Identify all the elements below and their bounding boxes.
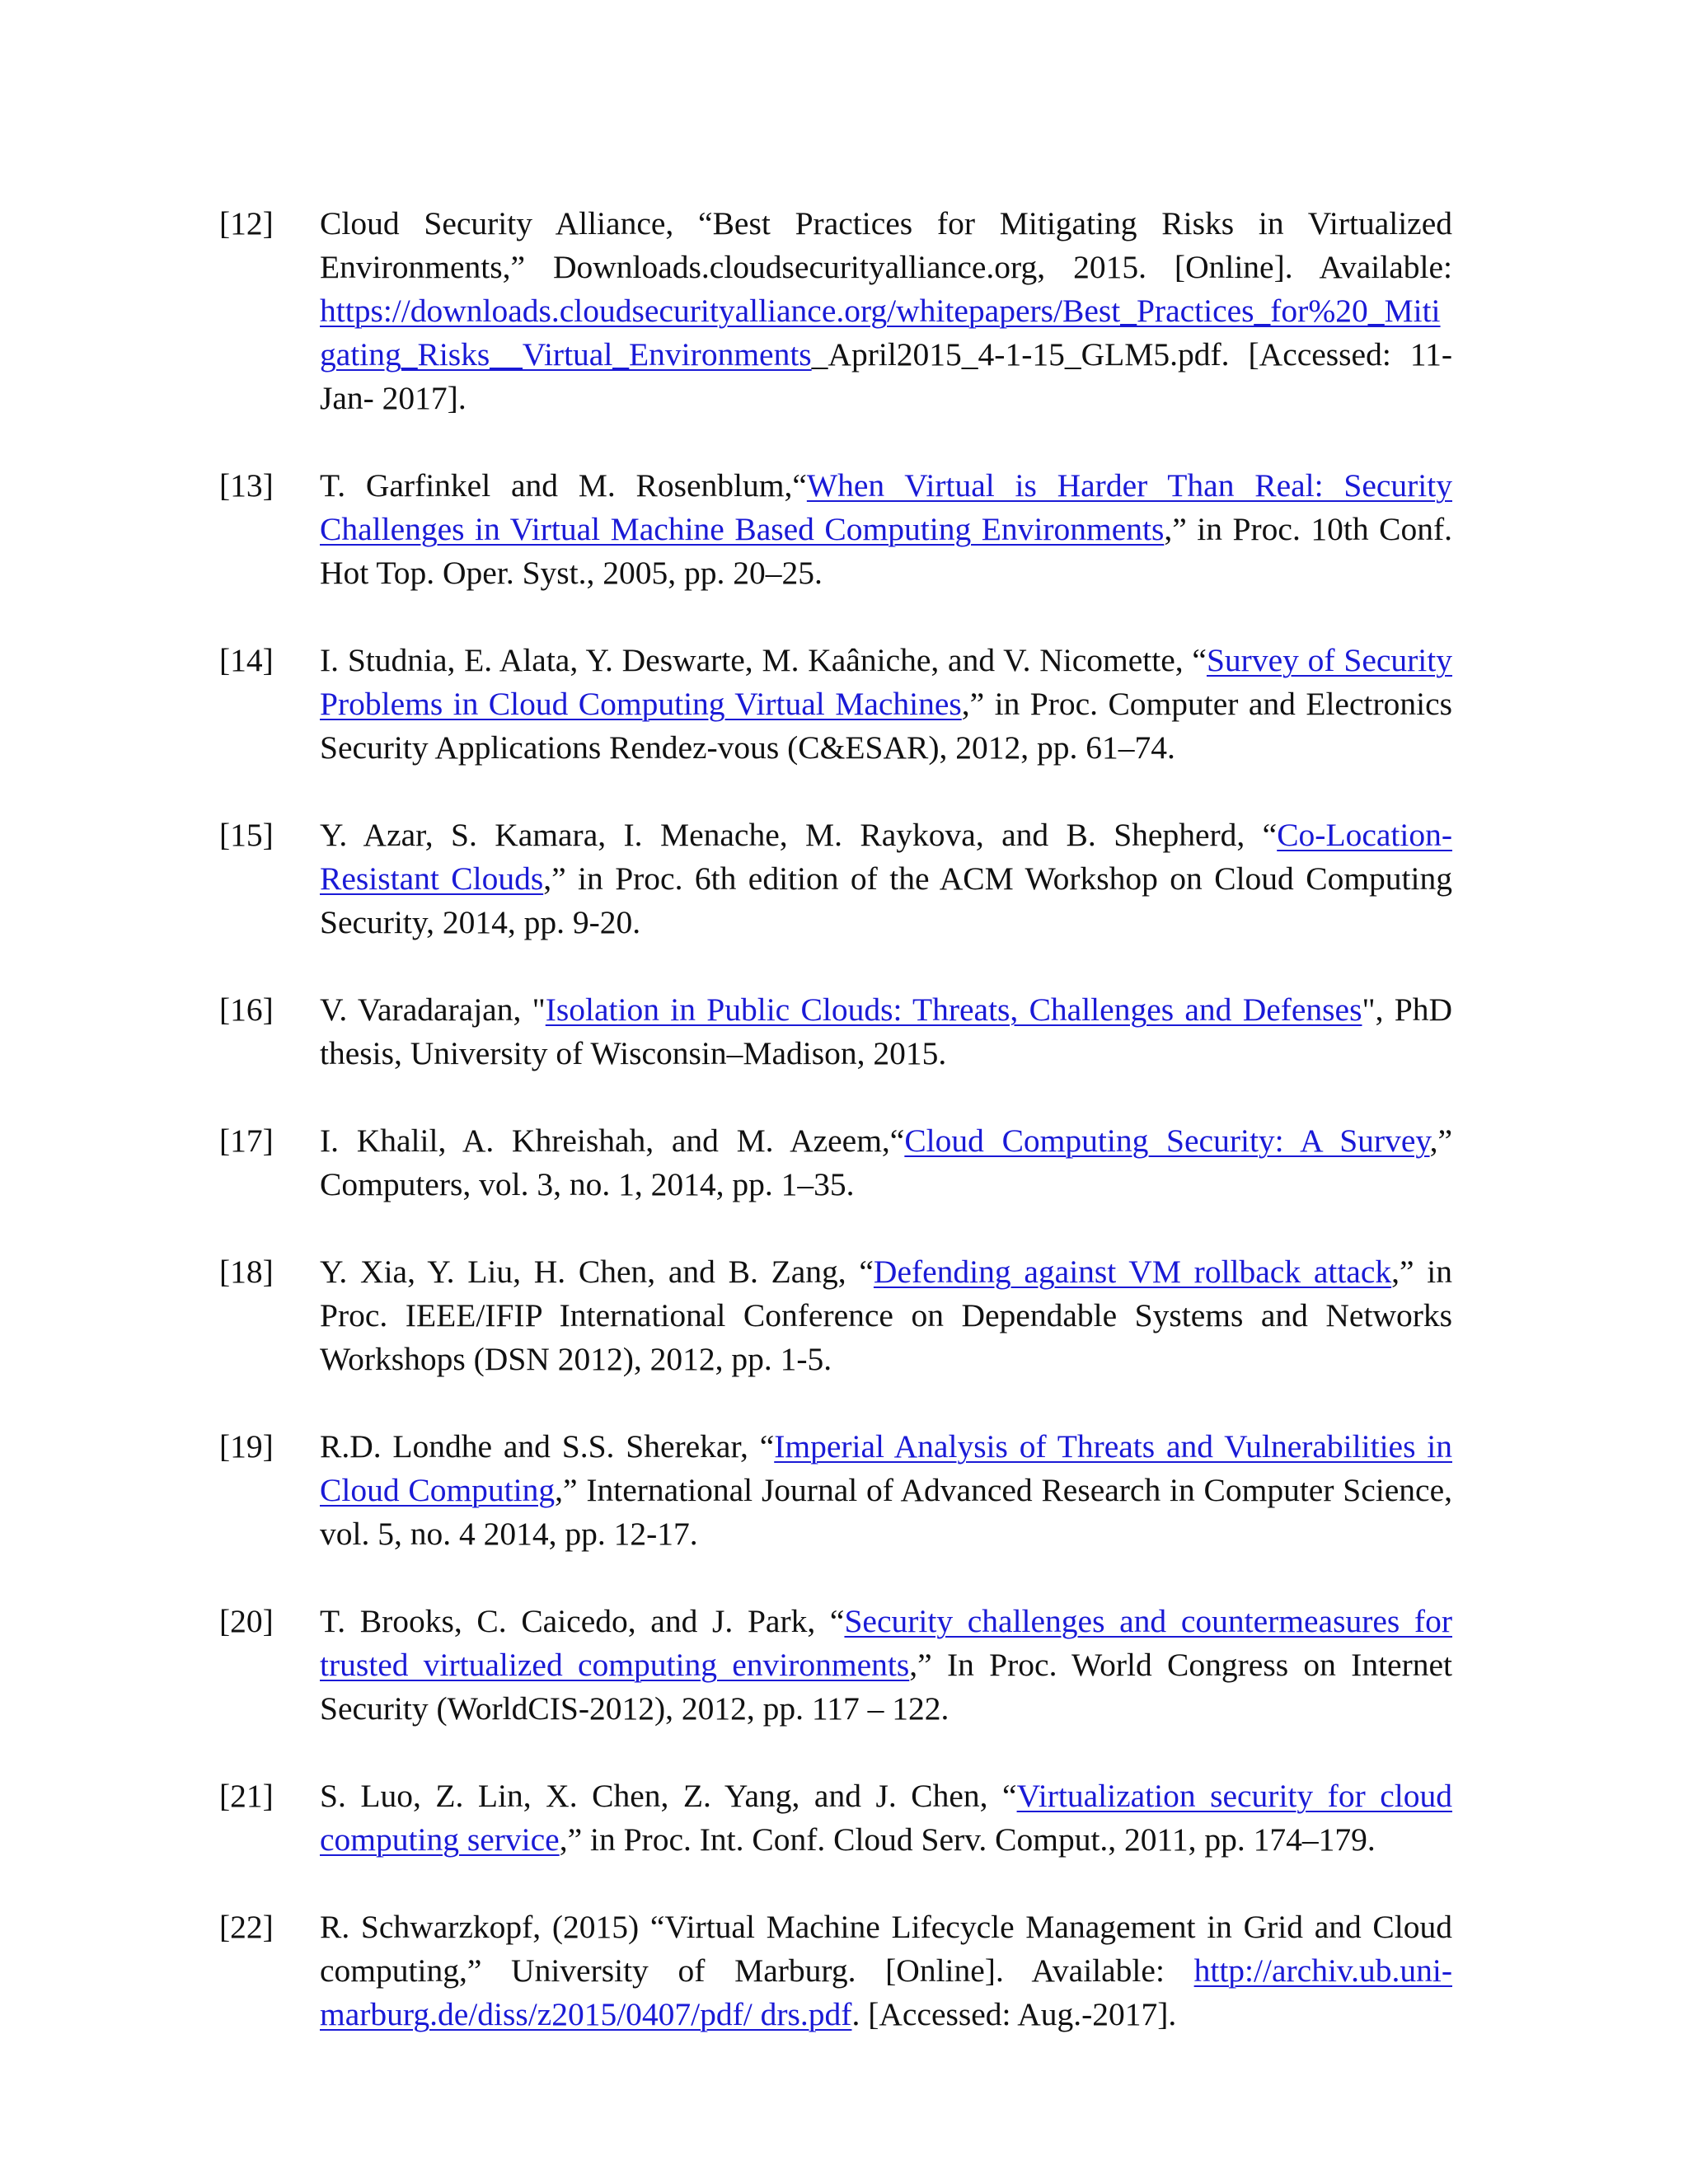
reference-item: [219, 1774, 1452, 1862]
reference-item: [219, 1425, 1452, 1556]
reference-item: [219, 464, 1452, 595]
reference-text: [320, 1250, 1452, 1381]
reference-text-before: V. Varadarajan, ": [320, 991, 546, 1028]
reference-text: [320, 1425, 1452, 1556]
reference-text-before: Y. Xia, Y. Liu, H. Chen, and B. Zang, “: [320, 1254, 874, 1290]
reference-number: [22]: [219, 1909, 274, 1945]
reference-text-after: ,” in Proc. 6th edition of the ACM Workshop on Cloud Computing Security, 2014, pp. 9-20.: [320, 860, 1452, 940]
reference-text-before: I. Khalil, A. Khreishah, and M. Azeem,“: [320, 1122, 905, 1159]
reference-text-after: ,” in Proc. IEEE/IFIP International Conference on Dependable Systems and Networks Workshops (DSN 2012), 2012, pp. 1-5.: [320, 1254, 1452, 1377]
reference-number: [21]: [219, 1778, 274, 1814]
reference-number: [14]: [219, 642, 274, 678]
reference-link[interactable]: Virtualization security for cloud computing service: [320, 1778, 1452, 1858]
reference-text: [320, 1119, 1452, 1207]
reference-link[interactable]: Isolation in Public Clouds: Threats, Challenges and Defenses: [545, 991, 1362, 1028]
reference-number: [20]: [219, 1603, 274, 1639]
reference-text-before: Cloud Security Alliance, “Best Practices for Mitigating Risks in Virtualized Environments,” Downloads.cloudsecurityalliance.org, 2015. [Online]. Available:: [320, 205, 1452, 285]
reference-text-after: ,” Computers, vol. 3, no. 1, 2014, pp. 1–35.: [320, 1122, 1452, 1202]
reference-text: [320, 988, 1452, 1076]
reference-item: [219, 639, 1452, 770]
reference-link[interactable]: Defending against VM rollback attack: [873, 1254, 1392, 1290]
reference-link[interactable]: Cloud Computing Security: A Survey: [904, 1122, 1430, 1159]
reference-text: [320, 1774, 1452, 1862]
reference-link[interactable]: http://archiv.ub.uni-marburg.de/diss/z2015/0407/pdf/ drs.pdf: [320, 1952, 1452, 2032]
reference-text-before: R.D. Londhe and S.S. Sherekar, “: [320, 1428, 775, 1465]
reference-text-before: T. Garfinkel and M. Rosenblum,“: [320, 467, 807, 504]
reference-item: [219, 988, 1452, 1076]
reference-link[interactable]: Co-Location-Resistant Clouds: [320, 817, 1452, 897]
reference-number: [18]: [219, 1254, 274, 1290]
reference-number: [12]: [219, 205, 274, 241]
reference-number: [16]: [219, 991, 274, 1028]
reference-link[interactable]: Imperial Analysis of Threats and Vulnerabilities in Cloud Computing: [320, 1428, 1452, 1508]
reference-number: [17]: [219, 1122, 274, 1159]
reference-item: [219, 1600, 1452, 1731]
reference-text: [320, 813, 1452, 944]
reference-number: [15]: [219, 817, 274, 853]
reference-text: [320, 1600, 1452, 1731]
reference-text-before: I. Studnia, E. Alata, Y. Deswarte, M. Kaâniche, and V. Nicomette, “: [320, 642, 1207, 678]
reference-list: [219, 202, 1452, 2080]
reference-text-after: ,” in Proc. 10th Conf. Hot Top. Oper. Syst., 2005, pp. 20–25.: [320, 511, 1453, 591]
reference-text-after: ", PhD thesis, University of Wisconsin–Madison, 2015.: [320, 991, 1452, 1071]
reference-link[interactable]: Security challenges and countermeasures for trusted virtualized computing environments: [320, 1603, 1452, 1683]
reference-text-after: ,” In Proc. World Congress on Internet Security (WorldCIS-2012), 2012, pp. 117 – 122.: [320, 1647, 1452, 1727]
reference-number: [19]: [219, 1428, 274, 1465]
reference-text-after: ,” in Proc. Computer and Electronics Security Applications Rendez-vous (C&ESAR), 2012, pp. 61–74.: [320, 686, 1452, 766]
reference-text-after: _April2015_4-1-15_GLM5.pdf. [Accessed: 11- Jan- 2017].: [320, 336, 1452, 416]
reference-item: [219, 813, 1452, 944]
reference-item: [219, 1119, 1452, 1207]
reference-text-after: ,” in Proc. Int. Conf. Cloud Serv. Comput., 2011, pp. 174–179.: [559, 1821, 1376, 1858]
reference-item: [219, 1250, 1452, 1381]
reference-text: [320, 1905, 1452, 2036]
reference-text: [320, 464, 1452, 595]
reference-text-before: S. Luo, Z. Lin, X. Chen, Z. Yang, and J. Chen, “: [320, 1778, 1017, 1814]
reference-text-before: T. Brooks, C. Caicedo, and J. Park, “: [320, 1603, 845, 1639]
reference-text: [320, 639, 1452, 770]
reference-link[interactable]: Survey of Security Problems in Cloud Computing Virtual Machines: [320, 642, 1452, 722]
reference-item: [219, 202, 1452, 420]
reference-text-before: R. Schwarzkopf, (2015) “Virtual Machine Lifecycle Management in Grid and Cloud computing,” University of Marburg. [Online]. Available:: [320, 1909, 1452, 1989]
reference-text: [320, 202, 1452, 420]
reference-text-after: . [Accessed: Aug.-2017].: [851, 1996, 1177, 2032]
reference-link[interactable]: When Virtual is Harder Than Real: Security Challenges in Virtual Machine Based Computing Environments: [320, 467, 1452, 547]
reference-text-after: ,” International Journal of Advanced Research in Computer Science, vol. 5, no. 4 2014, pp. 12-17.: [320, 1472, 1452, 1552]
reference-link[interactable]: https://downloads.cloudsecurityalliance.org/whitepapers/Best_Practices_for%20_Mitigating_Risks__Virtual_Environments: [320, 293, 1441, 373]
reference-item: [219, 1905, 1452, 2036]
reference-number: [13]: [219, 467, 274, 504]
reference-text-before: Y. Azar, S. Kamara, I. Menache, M. Raykova, and B. Shepherd, “: [320, 817, 1278, 853]
